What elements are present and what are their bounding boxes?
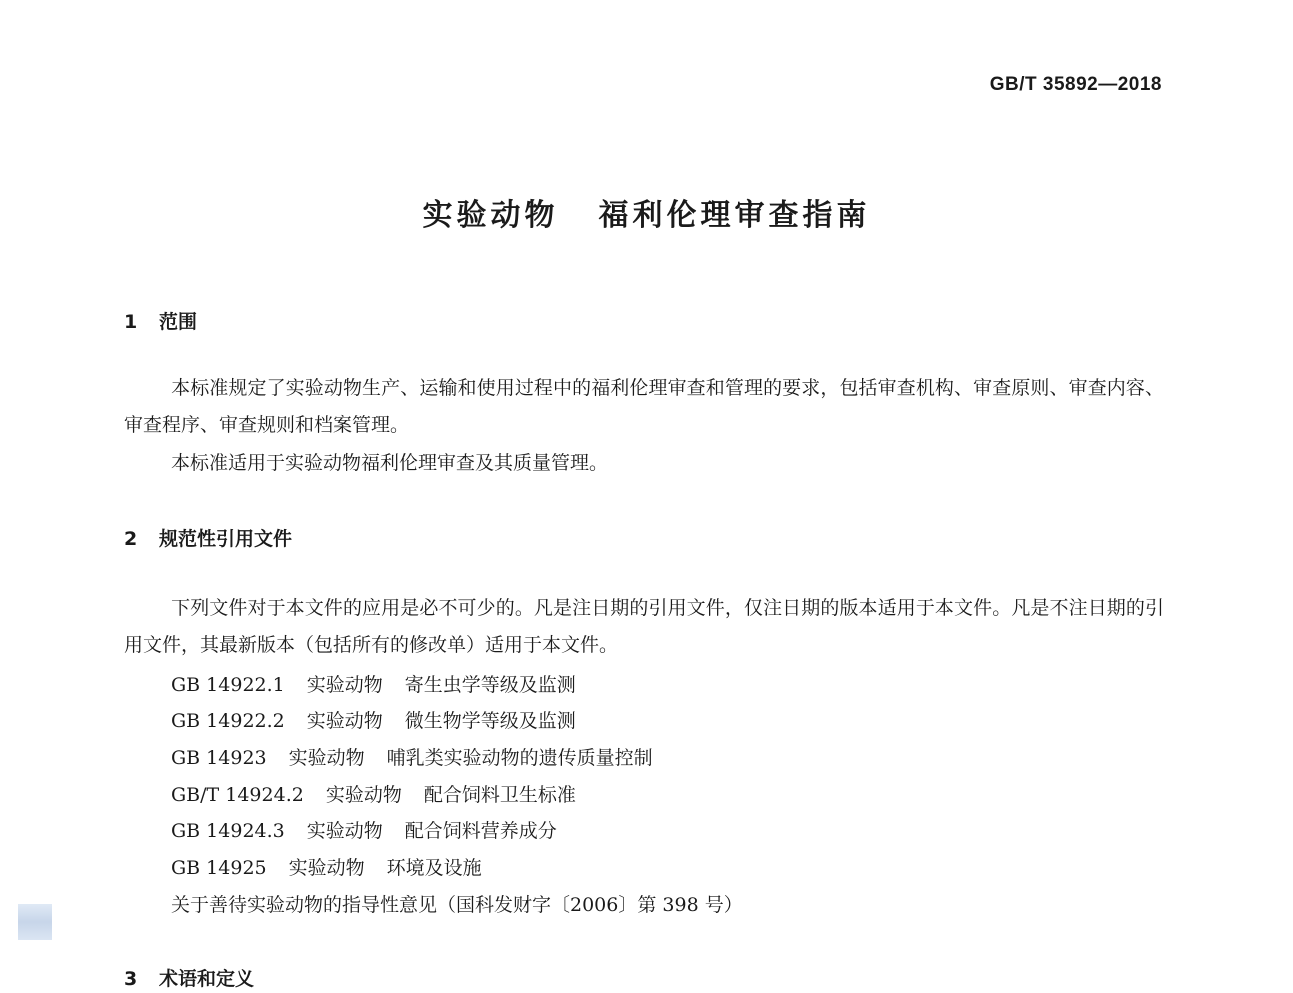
section-title: 术语和定义 bbox=[159, 968, 255, 990]
section-1-paragraph-1: 本标准规定了实验动物生产、运输和使用过程中的福利伦理审查和管理的要求，包括审查机构、审查原则、审查内容、审查程序、审查规则和档案管理。 bbox=[124, 377, 1164, 436]
reference-code: GB 14923 bbox=[171, 747, 267, 769]
standard-code: GB/T 35892—2018 bbox=[989, 74, 1162, 95]
reference-item bbox=[171, 780, 576, 807]
reference-code: GB 14925 bbox=[171, 857, 267, 879]
reference-name: 环境及设施 bbox=[386, 857, 482, 879]
reference-category: 实验动物 bbox=[325, 784, 402, 806]
reference-item bbox=[171, 816, 557, 843]
reference-item bbox=[171, 706, 576, 733]
reference-category: 实验动物 bbox=[306, 674, 383, 696]
reference-category: 实验动物 bbox=[306, 710, 383, 732]
section-number: 1 bbox=[124, 311, 138, 333]
title-part-1: 实验动物 bbox=[422, 198, 559, 233]
reference-item bbox=[171, 853, 482, 880]
section-2-paragraph-1: 下列文件对于本文件的应用是必不可少的。凡是注日期的引用文件，仅注日期的版本适用于本文件。凡是不注日期的引用文件，其最新版本（包括所有的修改单）适用于本文件。 bbox=[124, 597, 1164, 656]
reference-name: 寄生虫学等级及监测 bbox=[404, 674, 576, 696]
section-1-heading bbox=[124, 307, 197, 334]
section-number: 2 bbox=[124, 528, 138, 550]
reference-category: 实验动物 bbox=[288, 857, 365, 879]
section-title: 范围 bbox=[159, 311, 198, 333]
reference-name: 哺乳类实验动物的遗传质量控制 bbox=[386, 747, 653, 769]
reference-item bbox=[171, 670, 576, 697]
extra-reference: 关于善待实验动物的指导性意见（国科发财字〔2006〕第 398 号） bbox=[171, 894, 743, 916]
reference-code: GB 14924.3 bbox=[171, 820, 285, 842]
title-part-2: 福利伦理审查指南 bbox=[598, 198, 871, 233]
section-1-paragraph-2: 本标准适用于实验动物福利伦理审查及其质量管理。 bbox=[171, 452, 609, 474]
reference-code: GB 14922.1 bbox=[171, 674, 285, 696]
reference-name: 配合饲料营养成分 bbox=[404, 820, 557, 842]
section-number: 3 bbox=[124, 968, 138, 990]
reference-code: GB 14922.2 bbox=[171, 710, 285, 732]
section-title: 规范性引用文件 bbox=[159, 528, 293, 550]
section-3-heading bbox=[124, 964, 254, 991]
reference-category: 实验动物 bbox=[288, 747, 365, 769]
scan-marker-decoration bbox=[18, 904, 52, 940]
reference-code: GB/T 14924.2 bbox=[171, 784, 304, 806]
reference-name: 配合饲料卫生标准 bbox=[423, 784, 576, 806]
reference-name: 微生物学等级及监测 bbox=[404, 710, 576, 732]
reference-category: 实验动物 bbox=[306, 820, 383, 842]
document-title bbox=[0, 190, 1293, 234]
reference-item bbox=[171, 743, 653, 770]
section-2-heading bbox=[124, 524, 292, 551]
